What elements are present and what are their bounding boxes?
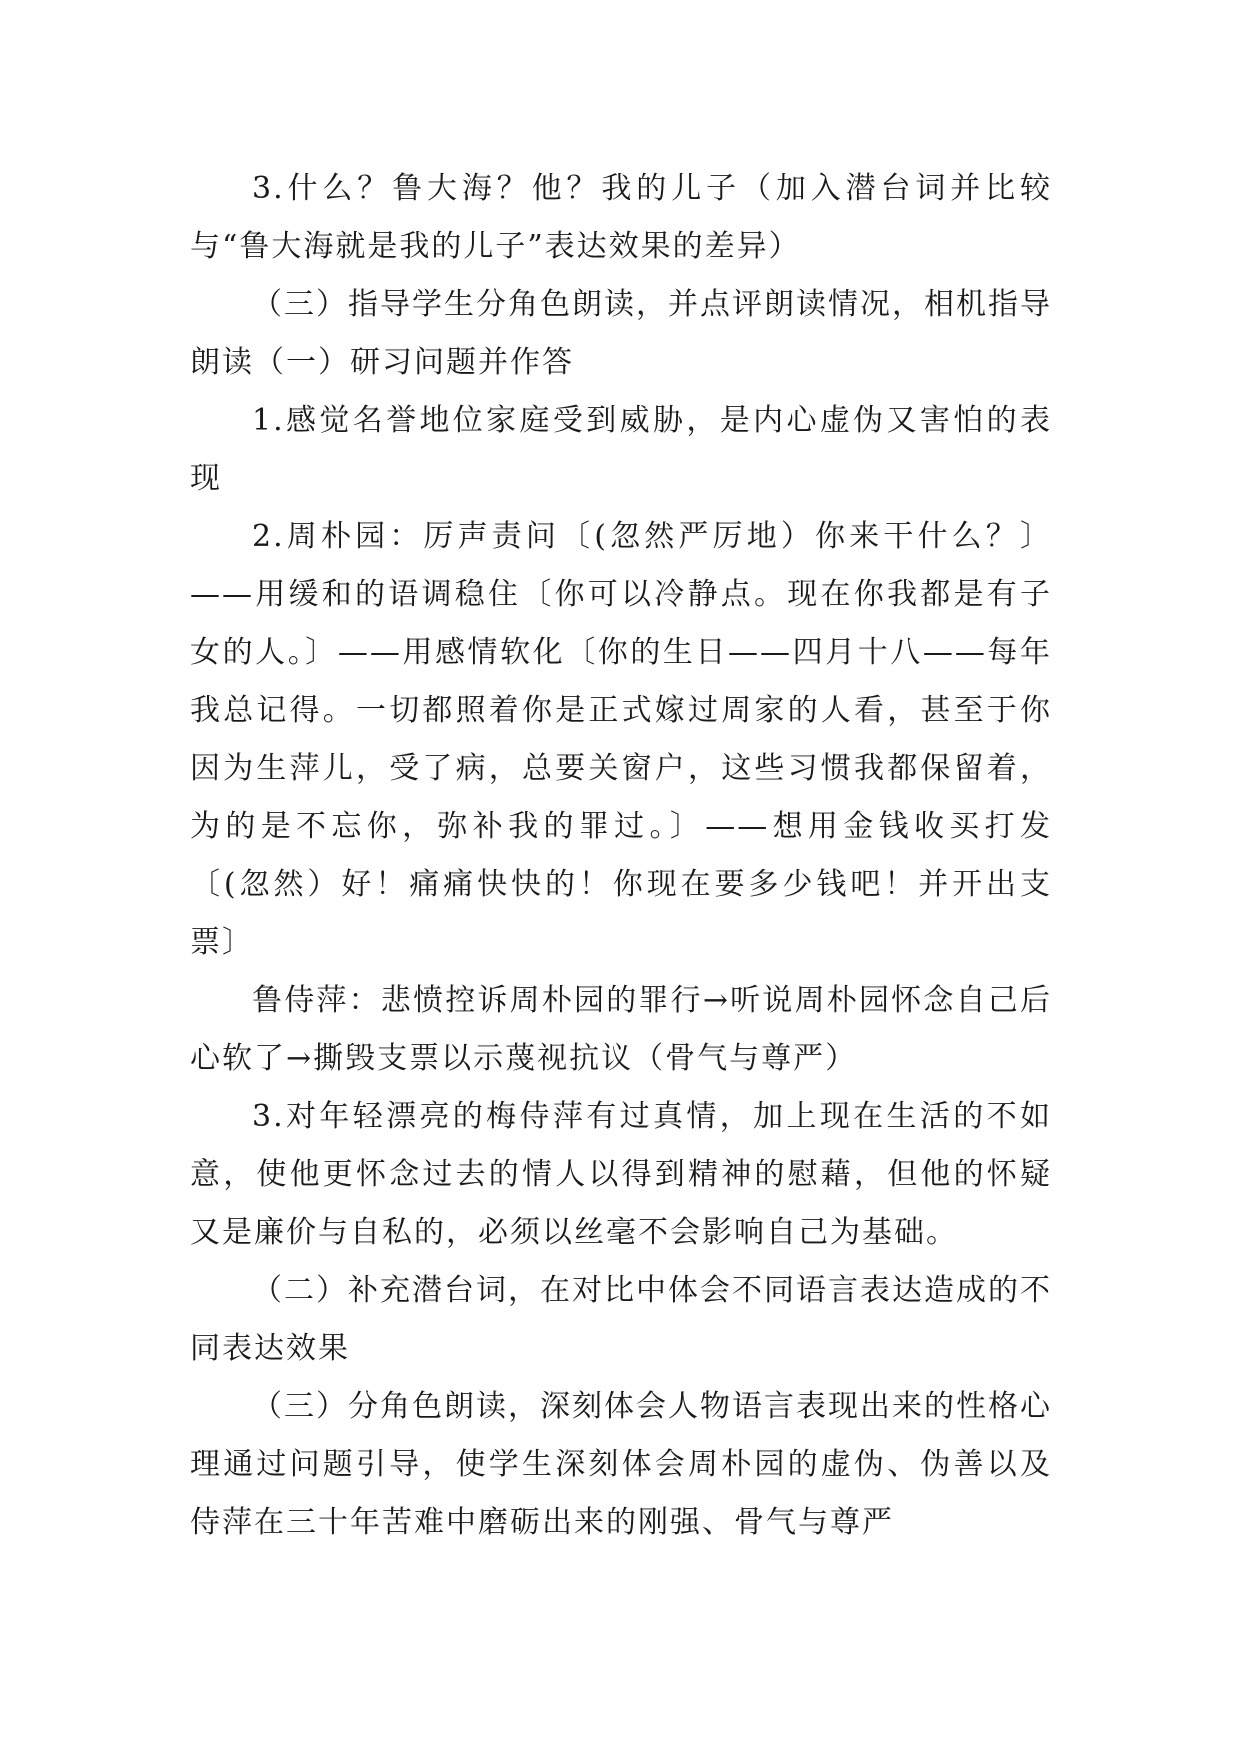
paragraph-subtext-question: 3.什么？鲁大海？他？我的儿子（加入潜台词并比较与“鲁大海就是我的儿子”表达效果的差异） xyxy=(190,171,1052,264)
paragraph-answer-1: 1.感觉名誉地位家庭受到威胁，是内心虚伪又害怕的表现 xyxy=(190,403,1052,496)
paragraph-answer-2-zhou: 2.周朴园：厉声责问〔(忽然严厉地）你来干什么？〕——用缓和的语调稳住〔你可以冷静点。现在你我都是有子女的人。〕——用感情软化〔你的生日——四月十八——每年我总记得。一切都照着你是正式嫁过周家的人看，甚至于你因为生萍儿，受了病，总要关窗户，这些习惯我都保留着，为的是不忘你，弥补我的罪过。〕——想用金钱收买打发〔(忽然）好！痛痛快快的！你现在要多少钱吧！并开出支票〕 xyxy=(190,519,1052,960)
document-body xyxy=(190,160,1052,1552)
paragraph-guided-reading: （三）指导学生分角色朗读，并点评朗读情况，相机指导朗读（一）研习问题并作答 xyxy=(190,287,1052,380)
paragraph-section-3: （三）分角色朗读，深刻体会人物语言表现出来的性格心理通过问题引导，使学生深刻体会周朴园的虚伪、伪善以及侍萍在三十年苦难中磨砺出来的刚强、骨气与尊严 xyxy=(190,1389,1052,1540)
paragraph-answer-2-lu: 鲁侍萍：悲愤控诉周朴园的罪行→听说周朴园怀念自己后心软了→撕毁支票以示蔑视抗议（骨气与尊严） xyxy=(190,983,1052,1076)
paragraph-section-2: （二）补充潜台词，在对比中体会不同语言表达造成的不同表达效果 xyxy=(190,1273,1052,1366)
paragraph-answer-3: 3.对年轻漂亮的梅侍萍有过真情，加上现在生活的不如意，使他更怀念过去的情人以得到精神的慰藉，但他的怀疑又是廉价与自私的，必须以丝毫不会影响自己为基础。 xyxy=(190,1099,1052,1250)
